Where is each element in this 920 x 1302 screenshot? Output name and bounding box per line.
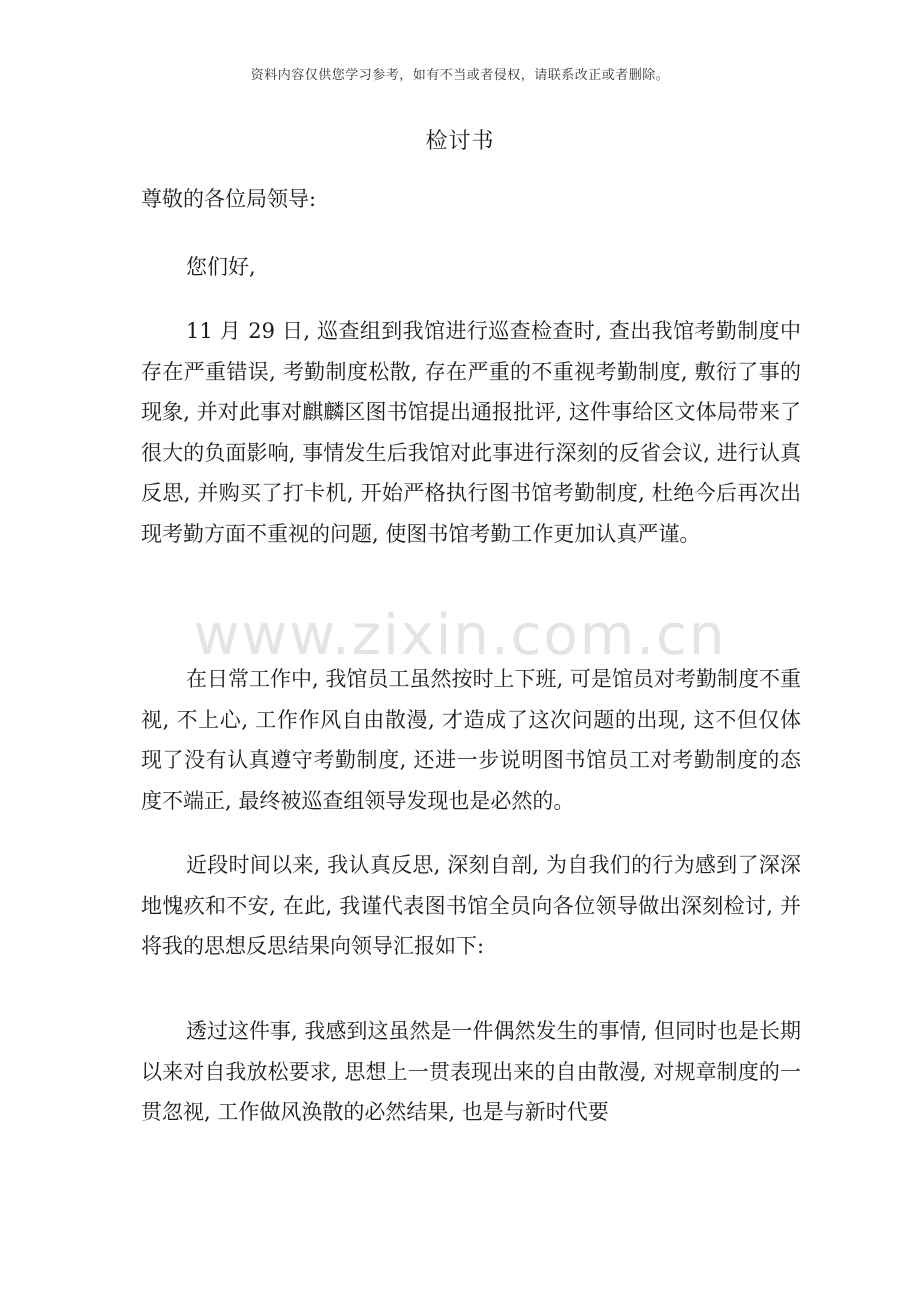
page-title: 检讨书 (425, 129, 495, 154)
body-paragraph: 透过这件事, 我感到这虽然是一件偶然发生的事情, 但同时也是长期以来对自我放松要求, 思想上一贯表现出来的自由散漫, 对规章制度的一贯忽视, 工作做风涣散的必然结果, 也是与新时代要 (141, 1019, 801, 1125)
greeting: 您们好, (186, 255, 256, 279)
watermark: www.zixin.com.cn (193, 603, 727, 668)
body-paragraph: 在日常工作中, 我馆员工虽然按时上下班, 可是馆员对考勤制度不重视, 不上心, 工作作风自由散漫, 才造成了这次问题的出现, 这不但仅体现了没有认真遵守考勤制度, 还进一步说明图书馆员工对考勤制度的态度不端正, 最终被巡查组领导发现也是必然的。 (141, 667, 801, 813)
body-paragraph: 11 月 29 日, 巡查组到我馆进行巡查检查时, 查出我馆考勤制度中存在严重错误, 考勤制度松散, 存在严重的不重视考勤制度, 敷衍了事的现象, 并对此事对麒麟区图书馆提出通报批评, 这件事给区文体局带来了很大的负面影响, 事情发生后我馆对此事进行深刻的反省会议, 进行认真反思, 并购买了打卡机, 开始严格执行图书馆考勤制度, 杜绝今后再次出现考勤方面不重视的问题, 使图书馆考勤工作更加认真严谨。 (141, 319, 801, 546)
body-paragraph: 近段时间以来, 我认真反思, 深刻自剖, 为自我们的行为感到了深深地愧疚和不安, 在此, 我谨代表图书馆全员向各位领导做出深刻检讨, 并将我的思想反思结果向领导汇报如下: (141, 853, 801, 959)
disclaimer-header: 资料内容仅供您学习参考，如有不当或者侵权，请联系改正或者删除。 (250, 68, 670, 83)
salutation: 尊敬的各位局领导: (141, 187, 317, 211)
